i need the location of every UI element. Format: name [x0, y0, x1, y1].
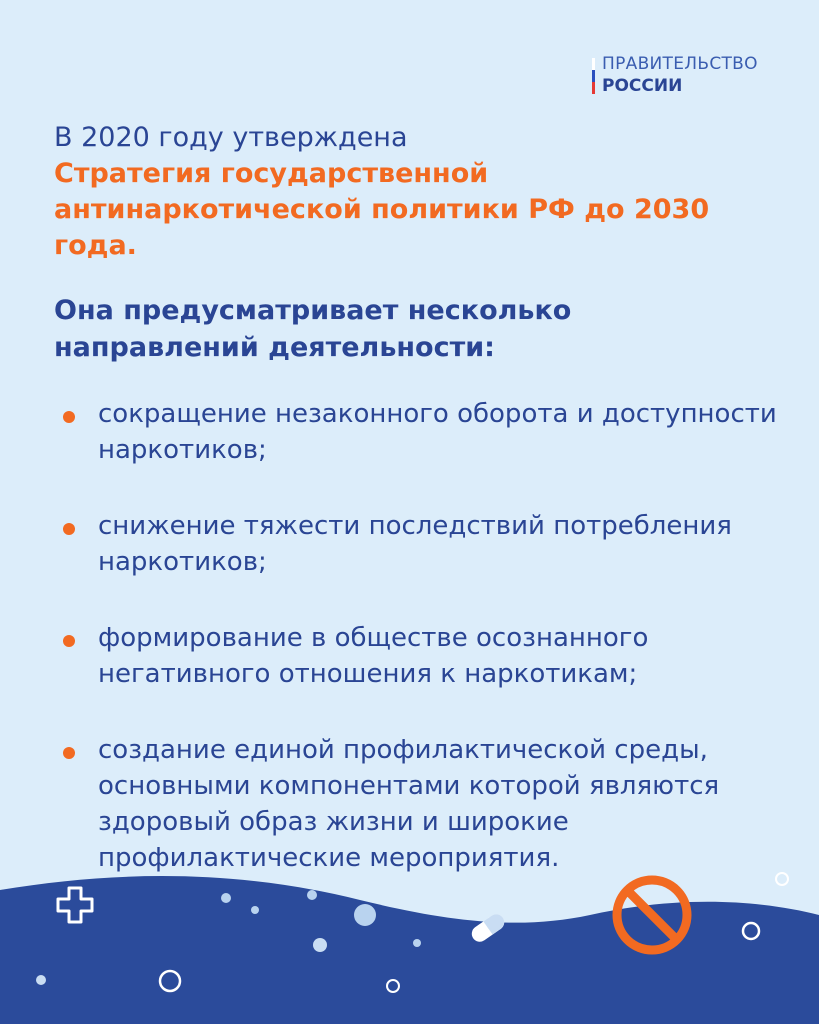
list-item-text: сокращение незаконного оборота и доступности наркотиков;	[98, 399, 777, 465]
directions-list	[60, 396, 780, 916]
flag-icon	[592, 58, 595, 94]
bullet-dot-icon	[63, 523, 75, 535]
logo-line-1: ПРАВИТЕЛЬСТВО	[602, 54, 758, 74]
list-item-text: формирование в обществе осознанного негативного отношения к наркотикам;	[98, 623, 649, 689]
bullet-dot-icon	[63, 635, 75, 647]
list-item-text: создание единой профилактической среды, основными компонентами которой являются здоровый образ жизни и широкие профилактические мероприятия.	[98, 735, 720, 873]
bubble-outline	[776, 873, 788, 885]
list-item-text: снижение тяжести последствий потребления наркотиков;	[98, 511, 732, 577]
bubble	[313, 938, 327, 952]
bubble	[307, 890, 317, 900]
list-item	[60, 620, 780, 692]
logo-line-2: РОССИИ	[602, 76, 683, 96]
bullet-dot-icon	[63, 747, 75, 759]
intro-text	[54, 120, 774, 264]
list-item	[60, 732, 780, 876]
bubble	[221, 893, 231, 903]
strategy-title: Стратегия государственной антинаркотической политики РФ до 2030 года.	[54, 158, 710, 261]
bubble	[413, 939, 421, 947]
list-item	[60, 396, 780, 468]
bullet-dot-icon	[63, 411, 75, 423]
lead-text: Она предусматривает несколько направлений деятельности:	[54, 295, 572, 363]
intro-line: В 2020 году утверждена	[54, 122, 408, 153]
wave-decoration	[0, 860, 819, 1024]
bubble	[251, 906, 259, 914]
bubble	[36, 975, 46, 985]
bubble	[354, 904, 376, 926]
list-item	[60, 508, 780, 580]
wave-shape	[0, 876, 819, 1024]
